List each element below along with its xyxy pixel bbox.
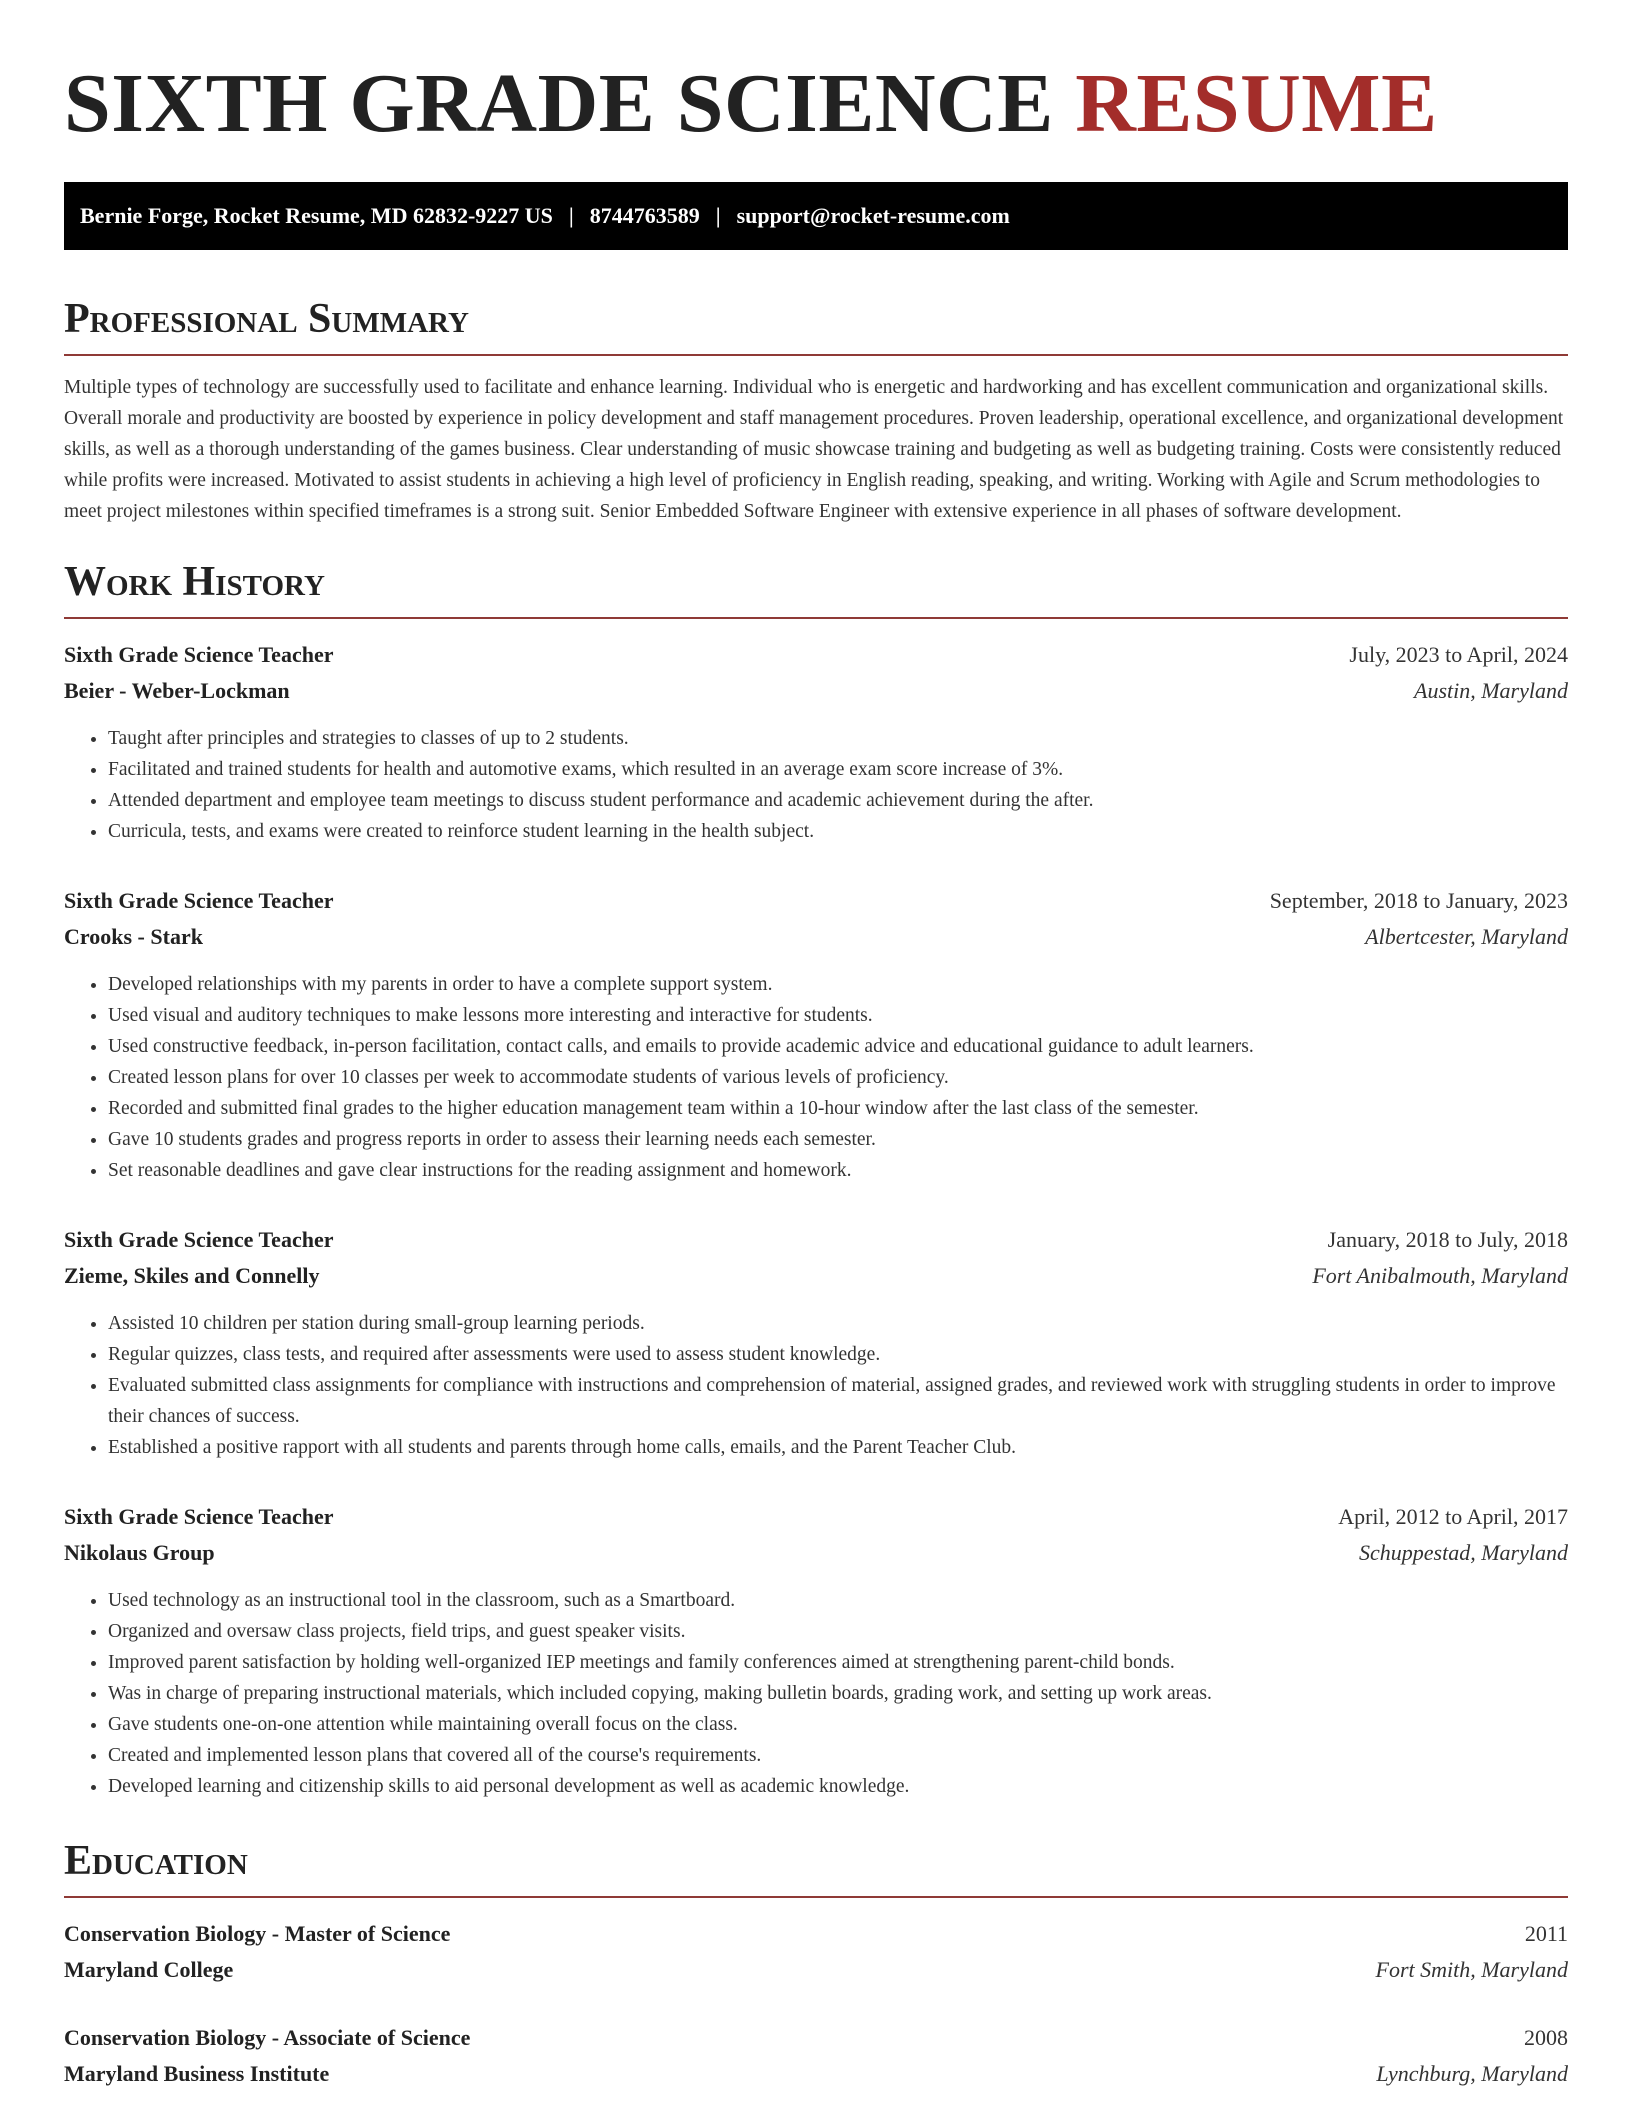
contact-email: support@rocket-resume.com [736,203,1010,228]
job-bullet: • Improved parent satisfaction by holding well-organized IEP meetings and family conferences aimed at strengthening parent-child bonds. [108,1647,1568,1678]
job-dates: September, 2018 to January, 2023 [1269,888,1568,913]
education-school-row [64,2056,1568,2092]
contact-separator: | [715,203,721,228]
resume-title [64,54,1568,154]
job-bullet: • Used visual and auditory techniques to make lessons more interesting and interactive for students. [108,1000,1568,1031]
job-location: Albertcester, Maryland [1365,924,1568,949]
job-bullet: • Taught after principles and strategies to classes of up to 2 students. [108,723,1568,754]
job-bullet: • Developed relationships with my parents in order to have a complete support system. [108,969,1568,1000]
job-entry [64,883,1568,1186]
job-company-row [64,673,1568,709]
contact-phone: 8744763589 [589,203,700,228]
job-title: Sixth Grade Science Teacher [64,642,334,667]
education-location: Lynchburg, Maryland [1376,2061,1568,2086]
education-degree: Conservation Biology - Associate of Science [64,2025,471,2050]
education-degree: Conservation Biology - Master of Science [64,1921,451,1946]
education-school: Maryland College [64,1957,234,1982]
education-school: Maryland Business Institute [64,2061,330,2086]
job-dates: January, 2018 to July, 2018 [1327,1227,1568,1252]
job-dates: April, 2012 to April, 2017 [1338,1504,1568,1529]
education-location: Fort Smith, Maryland [1375,1957,1568,1982]
education-school-row [64,1952,1568,1988]
job-header-row [64,1222,1568,1258]
job-bullets [64,1585,1568,1802]
job-header-row [64,883,1568,919]
job-bullet: • Created and implemented lesson plans that covered all of the course's requirements. [108,1740,1568,1771]
job-bullet: • Was in charge of preparing instructional materials, which included copying, making bulletin boards, grading work, and setting up work areas. [108,1678,1568,1709]
job-entry [64,637,1568,847]
job-bullet: • Set reasonable deadlines and gave clear instructions for the reading assignment and homework. [108,1155,1568,1186]
job-bullet: • Organized and oversaw class projects, field trips, and guest speaker visits. [108,1616,1568,1647]
summary-heading: Professional Summary [64,294,1568,356]
resume-content [64,0,1568,2092]
education-year: 2008 [1524,2025,1568,2050]
work-history-heading: Work History [64,557,1568,619]
job-title: Sixth Grade Science Teacher [64,1227,334,1252]
education-year: 2011 [1524,1921,1568,1946]
job-bullet: • Assisted 10 children per station during small-group learning periods. [108,1308,1568,1339]
job-bullet: • Recorded and submitted final grades to the higher education management team within a 10-hour window after the last class of the semester. [108,1093,1568,1124]
job-bullet: • Used technology as an instructional tool in the classroom, such as a Smartboard. [108,1585,1568,1616]
education-entry [64,1916,1568,1988]
job-company: Crooks - Stark [64,924,203,949]
job-entry [64,1499,1568,1802]
job-bullet: • Gave 10 students grades and progress reports in order to assess their learning needs each semester. [108,1124,1568,1155]
job-company: Beier - Weber-Lockman [64,678,290,703]
job-company-row [64,1258,1568,1294]
work-history-section [64,557,1568,1802]
job-bullet: • Created lesson plans for over 10 classes per week to accommodate students of various levels of proficiency. [108,1062,1568,1093]
education-degree-row [64,1916,1568,1952]
job-bullet: • Established a positive rapport with all students and parents through home calls, emails, and the Parent Teacher Club. [108,1432,1568,1463]
job-bullets [64,969,1568,1186]
job-bullet: • Gave students one-on-one attention while maintaining overall focus on the class. [108,1709,1568,1740]
job-entry [64,1222,1568,1463]
job-location: Austin, Maryland [1414,678,1568,703]
education-degree-row [64,2020,1568,2056]
job-bullet: • Developed learning and citizenship skills to aid personal development as well as academic knowledge. [108,1771,1568,1802]
job-location: Schuppestad, Maryland [1359,1540,1568,1565]
job-location: Fort Anibalmouth, Maryland [1312,1263,1568,1288]
job-company-row [64,1535,1568,1571]
job-company: Nikolaus Group [64,1540,215,1565]
title-main: SIXTH GRADE SCIENCE [64,57,1076,150]
job-bullet: • Regular quizzes, class tests, and required after assessments were used to assess student knowledge. [108,1339,1568,1370]
job-company: Zieme, Skiles and Connelly [64,1263,320,1288]
job-header-row [64,637,1568,673]
summary-section [64,294,1568,527]
job-bullet: • Facilitated and trained students for health and automotive exams, which resulted in an average exam score increase of 3%. [108,754,1568,785]
title-accent: RESUME [1075,57,1438,150]
education-heading: Education [64,1836,1568,1898]
contact-address: Bernie Forge, Rocket Resume, MD 62832-9227 US [80,203,553,228]
job-title: Sixth Grade Science Teacher [64,1504,334,1529]
education-section [64,1836,1568,2092]
job-dates: July, 2023 to April, 2024 [1349,642,1568,667]
job-bullet: • Evaluated submitted class assignments for compliance with instructions and comprehension of material, assigned grades, and reviewed work with struggling students in order to improve their chances of success. [108,1370,1568,1432]
job-bullets [64,723,1568,847]
job-company-row [64,919,1568,955]
job-bullet: • Attended department and employee team meetings to discuss student performance and academic achievement during the after. [108,785,1568,816]
job-bullet: • Curricula, tests, and exams were created to reinforce student learning in the health subject. [108,816,1568,847]
education-entry [64,2020,1568,2092]
contact-bar [64,182,1568,250]
job-title: Sixth Grade Science Teacher [64,888,334,913]
contact-separator: | [568,203,574,228]
summary-text: Multiple types of technology are successfully used to facilitate and enhance learning. Individual who is energetic and hardworking and has excellent communication and organizational skills. Overall morale and productivity are boosted by experience in policy development and staff management procedures. Proven leadership, operational excellence, and organizational development skills, as well as a thorough understanding of the games business. Clear understanding of music showcase training and budgeting as well as budgeting training. Costs were consistently reduced while profits were increased. Motivated to assist students in achieving a high level of proficiency in English reading, speaking, and writing. Working with Agile and Scrum methodologies to meet project milestones within specified timeframes is a strong suit. Senior Embedded Software Engineer with extensive experience in all phases of software development. [64,377,1564,522]
job-bullet: • Used constructive feedback, in-person facilitation, contact calls, and emails to provide academic advice and educational guidance to adult learners. [108,1031,1568,1062]
job-header-row [64,1499,1568,1535]
job-bullets [64,1308,1568,1463]
